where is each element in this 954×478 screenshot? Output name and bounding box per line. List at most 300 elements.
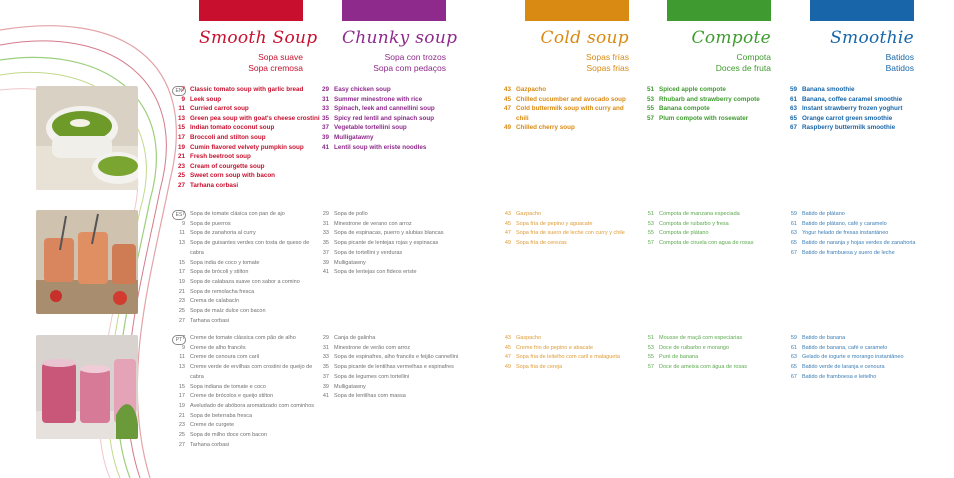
recipe-item xyxy=(641,363,781,373)
recipe-item xyxy=(172,162,322,172)
recipe-item xyxy=(172,363,322,382)
recipe-item xyxy=(172,412,322,422)
recipe-page-number: 27 xyxy=(178,317,185,324)
recipe-title: Batido de banana, café e caramelo xyxy=(802,344,888,351)
recipe-title: Sopa indiana de tomate e coco xyxy=(190,383,266,390)
recipe-title: Creme frio de pepino e abacate xyxy=(516,344,594,351)
recipe-title: Rhubarb and strawberry compote xyxy=(659,95,760,103)
recipe-page-number: 37 xyxy=(322,373,329,380)
recipe-title: Spicy red lentil and spinach soup xyxy=(334,114,435,122)
recipe-item xyxy=(172,431,322,441)
recipe-title: Yogur helado de fresas instantáneo xyxy=(802,230,889,237)
recipe-item xyxy=(784,334,934,344)
recipe-item xyxy=(172,421,322,431)
recipe-title: Sopa de milho doce com bacon xyxy=(190,432,268,439)
recipe-item xyxy=(172,143,322,153)
recipe-item xyxy=(172,239,322,258)
recipe-item xyxy=(172,181,322,191)
recipe-list-es-smoothie xyxy=(784,210,934,259)
recipe-page-number: 23 xyxy=(177,162,185,170)
recipe-title: Sopa de espinacas, puerro y alubias blancas xyxy=(334,230,444,237)
recipe-title: Banana, coffee caramel smoothie xyxy=(802,95,903,103)
recipe-item xyxy=(784,104,934,114)
recipe-page-number: 29 xyxy=(322,211,329,217)
language-badge-en: EN xyxy=(172,86,186,96)
recipe-title: Sopa de tortellini y verduras xyxy=(334,249,403,256)
recipe-page-number: 19 xyxy=(178,402,185,409)
recipe-item xyxy=(172,383,322,393)
recipe-item xyxy=(316,334,466,344)
recipe-item xyxy=(641,220,781,230)
recipe-item xyxy=(498,210,638,220)
recipe-page-number: 65 xyxy=(790,364,797,371)
recipe-title: Compota de manzana especiada xyxy=(659,211,740,217)
recipe-item xyxy=(498,334,638,344)
recipe-page-number: 49 xyxy=(504,364,511,371)
recipe-title: Plum compote with rosewater xyxy=(659,114,749,122)
recipe-page-number: 9 xyxy=(181,95,185,103)
recipe-page-number: 47 xyxy=(504,354,511,361)
recipe-item xyxy=(498,123,638,133)
recipe-title: Sopa india de coco y tomate xyxy=(190,259,260,266)
recipe-item xyxy=(316,353,466,363)
recipe-page-number: 37 xyxy=(322,249,329,256)
recipe-title: Creme de tomate clássica com pão de alho xyxy=(190,335,296,341)
recipe-page-number: 59 xyxy=(790,335,797,341)
recipe-item xyxy=(641,95,781,105)
recipe-page-number: 27 xyxy=(178,441,185,448)
recipe-item xyxy=(172,104,322,114)
recipe-page-number: 19 xyxy=(178,278,185,285)
recipe-page-number: 55 xyxy=(647,230,654,237)
recipe-title: Sopa de legumes com tortellini xyxy=(334,373,410,380)
recipe-page-number: 39 xyxy=(322,259,329,266)
recipe-page-number: 29 xyxy=(322,335,329,341)
recipe-page-number: 11 xyxy=(179,354,185,361)
recipe-item xyxy=(641,239,781,249)
recipe-page-number: 57 xyxy=(647,364,654,371)
category-subtitle-es: Batidos xyxy=(885,52,914,62)
recipe-title: Sopa de calabaza suave con sabor a comino xyxy=(190,278,300,285)
recipe-title: Sopa fría de suero de leche con curry y chile xyxy=(516,230,625,237)
smoothie-glasses-photo xyxy=(36,335,138,439)
recipe-title: Raspberry buttermilk smoothie xyxy=(802,124,896,132)
recipe-list-es-soup xyxy=(172,210,322,326)
recipe-page-number: 35 xyxy=(321,114,329,122)
category-subtitle-pt: Sopas frias xyxy=(586,63,629,73)
recipe-page-number: 65 xyxy=(790,240,797,247)
recipe-item xyxy=(172,268,322,278)
recipe-page-number: 13 xyxy=(178,364,185,371)
recipe-page-number: 33 xyxy=(322,354,329,361)
recipe-page-number: 49 xyxy=(503,124,511,132)
recipe-title: Sopa picante de lentilhas vermelhas e espinafres xyxy=(334,364,454,371)
recipe-page-number: 31 xyxy=(321,95,329,103)
recipe-page-number: 41 xyxy=(322,393,329,400)
recipe-item xyxy=(784,95,934,105)
recipe-title: Sopa de brócoli y stilton xyxy=(190,269,249,276)
recipe-item xyxy=(316,133,466,143)
recipe-title: Creme de curgete xyxy=(190,422,235,429)
recipe-title: Sopa de zanahoria al curry xyxy=(190,230,256,237)
recipe-title: Batido de naranja y hojas verdes de zanahoria xyxy=(802,240,916,247)
recipe-item xyxy=(641,85,781,95)
recipe-item xyxy=(316,344,466,354)
recipe-title: Doce de ameixa com água de rosas xyxy=(659,364,748,371)
recipe-title: Tarhana corbasi xyxy=(190,441,230,448)
recipe-item xyxy=(641,344,781,354)
category-header-compote xyxy=(667,0,771,74)
recipe-page-number: 45 xyxy=(504,344,511,351)
recipe-item xyxy=(172,171,322,181)
recipe-page-number: 15 xyxy=(178,383,185,390)
recipe-title: Spiced apple compote xyxy=(659,86,726,93)
recipe-page-number: 15 xyxy=(178,259,185,266)
recipe-title: Gazpacho xyxy=(516,86,547,93)
recipe-page-number: 55 xyxy=(647,354,654,361)
recipe-page-number: 55 xyxy=(646,105,654,113)
recipe-page-number: 53 xyxy=(647,344,654,351)
recipe-list-es-compote xyxy=(641,210,781,249)
recipe-page-number: 33 xyxy=(322,230,329,237)
category-title: Smoothie xyxy=(830,28,914,48)
recipe-item xyxy=(316,229,466,239)
recipe-page-number: 43 xyxy=(504,335,511,341)
category-title: Smooth Soup xyxy=(199,28,318,48)
recipe-page-number: 45 xyxy=(503,95,511,103)
recipe-title: Sopa de guisantes verdes con tosta de queso de cabra xyxy=(190,240,310,256)
recipe-item xyxy=(172,334,322,344)
recipe-item xyxy=(641,114,781,124)
recipe-item xyxy=(172,152,322,162)
language-badge-es: ES xyxy=(172,210,186,220)
recipe-item xyxy=(316,114,466,124)
recipe-page-number: 45 xyxy=(504,220,511,227)
recipe-item xyxy=(784,229,934,239)
recipe-page-number: 67 xyxy=(789,124,797,132)
recipe-list-en-compote xyxy=(641,85,781,123)
recipe-page-number: 43 xyxy=(504,211,511,217)
recipe-page-number: 43 xyxy=(503,86,511,93)
recipe-title: Creme verde de ervilhas com crostini de queijo de cabra xyxy=(190,364,313,380)
recipe-item xyxy=(784,123,934,133)
recipe-page-number: 21 xyxy=(178,412,185,419)
recipe-title: Sopa de maíz dulce con bacon xyxy=(190,308,266,315)
recipe-page-number: 37 xyxy=(321,124,329,132)
recipe-item xyxy=(316,249,466,259)
recipe-title: Sopa de lentilhas com massa xyxy=(334,393,406,400)
recipe-item xyxy=(172,259,322,269)
recipe-title: Green pea soup with goat's cheese crostini xyxy=(190,114,320,122)
recipe-title: Gazpacho xyxy=(516,211,542,217)
recipe-item xyxy=(641,229,781,239)
category-color-bar xyxy=(199,0,303,21)
recipe-item xyxy=(784,249,934,259)
recipe-title: Doce de ruibarbo e morango xyxy=(659,344,730,351)
recipe-list-es-chunky xyxy=(316,210,466,278)
recipe-title: Vegetable tortellini soup xyxy=(334,124,407,132)
recipe-item xyxy=(316,95,466,105)
recipe-title: Gelado de iogurte e morango instantâneo xyxy=(802,354,904,361)
recipe-title: Cream of courgette soup xyxy=(190,162,265,170)
recipe-page-number: 53 xyxy=(646,95,654,103)
recipe-page-number: 23 xyxy=(178,298,185,305)
recipe-item xyxy=(316,383,466,393)
language-badge-pt: PT xyxy=(172,335,186,345)
recipe-item xyxy=(498,229,638,239)
recipe-item xyxy=(172,210,322,220)
recipe-page-number: 47 xyxy=(503,105,511,113)
recipe-item xyxy=(316,143,466,153)
category-color-bar xyxy=(810,0,914,21)
category-color-bar xyxy=(667,0,771,21)
recipe-title: Compota de plátano xyxy=(659,230,709,237)
recipe-item xyxy=(172,133,322,143)
recipe-title: Compota de ruibarbo y fresa xyxy=(659,220,729,227)
category-header-smoothie xyxy=(810,0,914,74)
recipe-page-number: 9 xyxy=(181,220,185,227)
recipe-item xyxy=(172,402,322,412)
recipe-title: Chilled cucumber and avocado soup xyxy=(516,95,626,103)
category-subtitle-es: Compota xyxy=(736,52,771,62)
recipe-page-number: 63 xyxy=(790,230,797,237)
recipe-title: Mulligatawny xyxy=(334,259,366,266)
recipe-page-number: 61 xyxy=(790,344,797,351)
recipe-page-number: 59 xyxy=(790,211,797,217)
recipe-list-pt-soup xyxy=(172,334,322,450)
recipe-title: Sweet corn soup with bacon xyxy=(190,172,276,180)
recipe-item xyxy=(784,344,934,354)
recipe-title: Batido de plátano, café y caramelo xyxy=(802,220,887,227)
recipe-title: Summer minestrone with rice xyxy=(334,95,423,103)
recipe-title: Sopa fría de pepino y aguacate xyxy=(516,220,593,227)
recipe-page-number: 67 xyxy=(790,249,797,256)
recipe-page-number: 57 xyxy=(647,240,654,247)
recipe-title: Spinach, leek and cannellini soup xyxy=(334,105,435,113)
recipe-page-number: 51 xyxy=(647,211,654,217)
recipe-item xyxy=(784,373,934,383)
recipe-item xyxy=(172,114,322,124)
recipe-list-en-soup xyxy=(172,85,322,191)
recipe-item xyxy=(172,220,322,230)
recipe-item xyxy=(784,239,934,249)
recipe-title: Sopa fría de cerezas xyxy=(516,240,567,247)
recipe-list-pt-compote xyxy=(641,334,781,373)
recipe-title: Sopa fria de cereja xyxy=(516,364,563,371)
recipe-title: Batido de banana xyxy=(802,335,846,341)
recipe-title: Sopa fria de leitelho com caril e malagueta xyxy=(516,354,620,361)
recipe-page-number: 23 xyxy=(178,422,185,429)
recipe-title: Indian tomato coconut soup xyxy=(190,124,275,132)
recipe-page-number: 11 xyxy=(179,230,185,237)
recipe-title: Tarhana corbasi xyxy=(190,181,239,189)
recipe-page-number: 39 xyxy=(322,383,329,390)
recipe-title: Curried carrot soup xyxy=(190,105,249,113)
recipe-item xyxy=(172,392,322,402)
recipe-title: Gaspacho xyxy=(516,335,542,341)
category-subtitle-pt: Sopa com pedaços xyxy=(373,63,446,73)
recipe-title: Crema de calabacín xyxy=(190,298,240,305)
recipe-item xyxy=(172,307,322,317)
recipe-item xyxy=(784,353,934,363)
recipe-page-number: 13 xyxy=(178,240,185,247)
recipe-page-number: 63 xyxy=(789,105,797,113)
recipe-item xyxy=(641,210,781,220)
recipe-page-number: 67 xyxy=(790,373,797,380)
recipe-item xyxy=(498,95,638,105)
recipe-title: Batido de frambuesa y suero de leche xyxy=(802,249,895,256)
recipe-page-number: 15 xyxy=(177,124,185,132)
category-title: Chunky soup xyxy=(342,28,458,48)
recipe-item xyxy=(316,363,466,373)
category-subtitle-pt: Sopa cremosa xyxy=(248,63,303,73)
recipe-page-number: 63 xyxy=(790,354,797,361)
recipe-title: Batido verde de laranja e cenoura xyxy=(802,364,885,371)
recipe-title: Sopa picante de lentejas rojas y espinacas xyxy=(334,240,439,247)
recipe-title: Sopa de tomate clásica con pan de ajo xyxy=(190,211,285,217)
recipe-title: Leek soup xyxy=(190,95,222,103)
recipe-item xyxy=(172,288,322,298)
category-header-cold xyxy=(525,0,629,74)
category-color-bar xyxy=(525,0,629,21)
recipe-page-number: 9 xyxy=(181,344,185,351)
recipe-page-number: 7 xyxy=(181,86,185,93)
recipe-title: Classic tomato soup with garlic bread xyxy=(190,86,304,93)
recipe-item xyxy=(498,344,638,354)
recipe-item xyxy=(498,353,638,363)
recipe-item xyxy=(172,229,322,239)
recipe-title: Sopa de espinafres, alho francês e feijão cannellini xyxy=(334,354,459,361)
recipe-title: Creme de alho francês xyxy=(190,344,246,351)
recipe-item xyxy=(172,85,322,95)
recipe-title: Batido de plátano xyxy=(802,211,845,217)
recipe-item xyxy=(316,123,466,133)
recipe-page-number: 51 xyxy=(646,86,654,93)
category-subtitle-pt: Doces de fruta xyxy=(715,63,771,73)
recipe-item xyxy=(316,259,466,269)
recipe-title: Lentil soup with eriste noodles xyxy=(334,143,427,151)
recipe-title: Chilled cherry soup xyxy=(516,124,575,132)
recipe-page-number: 53 xyxy=(647,220,654,227)
recipe-title: Puré de banana xyxy=(659,354,699,361)
recipe-list-pt-smoothie xyxy=(784,334,934,383)
recipe-item xyxy=(172,95,322,105)
recipe-title: Mousse de maçã com especiarias xyxy=(659,335,743,341)
recipe-title: Sopa de beterraba fresca xyxy=(190,412,253,419)
recipe-item xyxy=(316,104,466,114)
recipe-title: Cumin flavored velvety pumpkin soup xyxy=(190,143,304,151)
recipe-page-number: 25 xyxy=(178,432,185,439)
recipe-item xyxy=(498,363,638,373)
recipe-item xyxy=(172,344,322,354)
category-color-bar xyxy=(342,0,446,21)
recipe-title: Banana compote xyxy=(659,105,710,113)
recipe-item xyxy=(498,239,638,249)
recipe-item xyxy=(498,104,638,123)
recipe-list-es-cold xyxy=(498,210,638,249)
recipe-page-number: 29 xyxy=(321,86,329,93)
recipe-title: Sopa de puerros xyxy=(190,220,231,227)
recipe-page-number: 31 xyxy=(322,344,329,351)
recipe-page-number: 13 xyxy=(177,114,185,122)
category-subtitle-es: Sopa suave xyxy=(258,52,303,62)
category-subtitle-pt: Batidos xyxy=(885,63,914,73)
recipe-page-number: 57 xyxy=(646,114,654,122)
recipe-title: Sopa de pollo xyxy=(334,211,368,217)
recipe-page-number: 59 xyxy=(789,86,797,93)
recipe-item xyxy=(641,334,781,344)
recipe-title: Compota de ciruela con agua de rosas xyxy=(659,240,754,247)
recipe-title: Easy chicken soup xyxy=(334,86,391,93)
recipe-item xyxy=(172,278,322,288)
recipe-page-number: 17 xyxy=(178,269,185,276)
recipe-page-number: 21 xyxy=(178,288,185,295)
recipe-title: Instant strawberry frozen yoghurt xyxy=(802,105,903,113)
recipe-item xyxy=(784,363,934,373)
recipe-title: Minestrone de verano con arroz xyxy=(334,220,412,227)
recipe-title: Orange carrot green smoothie xyxy=(802,114,893,122)
recipe-item xyxy=(172,353,322,363)
recipe-item xyxy=(316,392,466,402)
category-subtitle-es: Sopas frías xyxy=(586,52,629,62)
recipe-page-number: 35 xyxy=(322,240,329,247)
recipe-item xyxy=(316,239,466,249)
recipe-page-number: 49 xyxy=(504,240,511,247)
green-soup-bowl-photo xyxy=(36,86,138,190)
recipe-list-pt-cold xyxy=(498,334,638,373)
recipe-page-number: 7 xyxy=(181,211,185,217)
recipe-title: Fresh beetroot soup xyxy=(190,153,251,161)
recipe-item xyxy=(784,114,934,124)
recipe-item xyxy=(784,210,934,220)
recipe-title: Canja de galinha xyxy=(334,335,376,341)
recipe-page-number: 27 xyxy=(177,181,185,189)
category-title: Cold soup xyxy=(540,28,629,48)
recipe-item xyxy=(316,85,466,95)
recipe-item xyxy=(784,85,934,95)
recipe-title: Cold buttermilk soup with curry and chili xyxy=(516,105,624,122)
recipe-page-number: 41 xyxy=(321,143,329,151)
recipe-item xyxy=(172,317,322,327)
recipe-title: Aveludado de abóbora aromatizado com cominhos xyxy=(190,402,315,409)
recipe-item xyxy=(172,123,322,133)
recipe-page-number: 7 xyxy=(181,335,185,341)
recipe-page-number: 21 xyxy=(177,153,185,161)
recipe-item xyxy=(316,373,466,383)
recipe-page-number: 19 xyxy=(177,143,185,151)
recipe-page-number: 61 xyxy=(789,95,797,103)
recipe-list-en-cold xyxy=(498,85,638,133)
recipe-item xyxy=(498,220,638,230)
recipe-item xyxy=(316,210,466,220)
recipe-title: Broccoli and stilton soup xyxy=(190,133,266,141)
recipe-title: Creme de cenoura com caril xyxy=(190,354,260,361)
recipe-item xyxy=(172,441,322,451)
recipe-title: Banana smoothie xyxy=(802,86,855,93)
recipe-list-en-smoothie xyxy=(784,85,934,133)
recipe-page-number: 25 xyxy=(177,172,185,180)
recipe-title: Creme de brócolos e queijo stilton xyxy=(190,393,274,400)
recipe-item xyxy=(498,85,638,95)
category-header-soup xyxy=(199,0,318,74)
recipe-item xyxy=(641,353,781,363)
recipe-title: Mulligatawny xyxy=(334,133,374,141)
recipe-item xyxy=(784,220,934,230)
recipe-title: Sopa de remolacha fresca xyxy=(190,288,255,295)
recipe-page-number: 17 xyxy=(177,133,185,141)
recipe-page-number: 11 xyxy=(178,105,185,113)
recipe-page-number: 17 xyxy=(178,393,185,400)
